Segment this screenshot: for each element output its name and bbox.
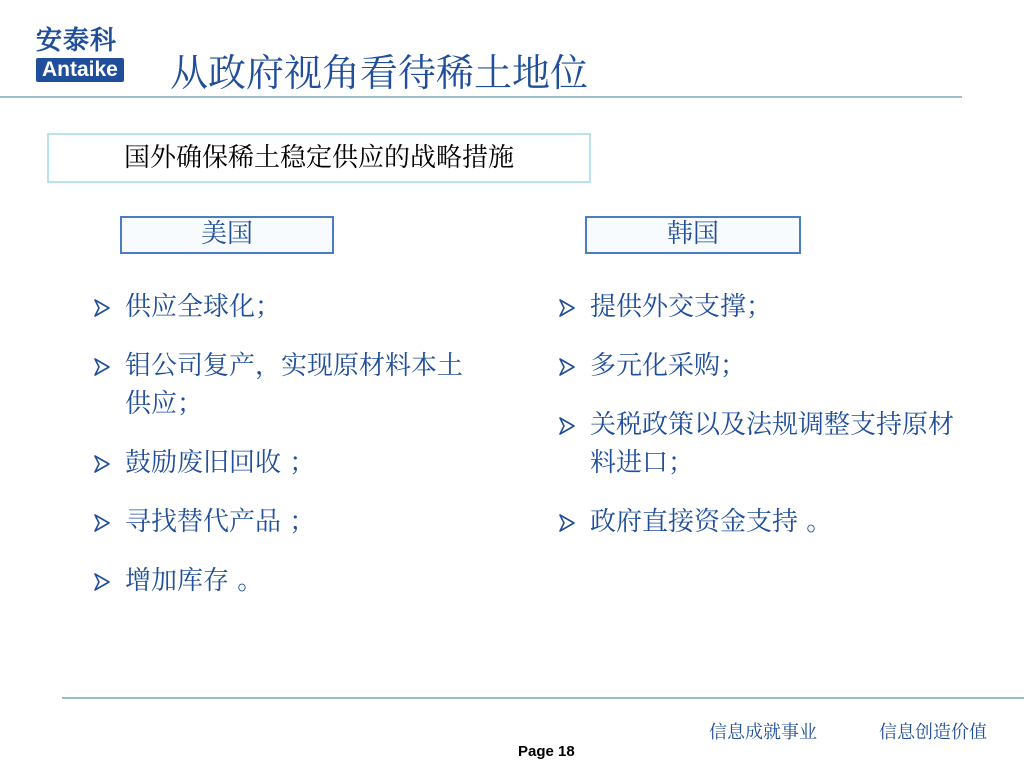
arrowhead-bullet-icon [92, 454, 112, 474]
list-item [557, 347, 957, 385]
list-item-text: 多元化采购； [590, 351, 747, 381]
list-item [92, 562, 472, 600]
korea-measures-list [557, 288, 957, 562]
arrowhead-bullet-icon [92, 513, 112, 533]
logo-english-text: Antaike [36, 58, 124, 82]
page-title: 从政府视角看待稀土地位 [170, 51, 589, 95]
footer-slogan-right: 信息创造价值 [879, 722, 987, 743]
list-item [92, 444, 472, 482]
logo-chinese-text: 安泰科 [36, 26, 118, 56]
list-item-text: 供应全球化； [125, 292, 282, 322]
footer-slogan-left: 信息成就事业 [709, 722, 817, 743]
list-item-text: 增加库存 。 [125, 566, 264, 596]
usa-measures-list [92, 288, 472, 621]
list-item [557, 288, 957, 326]
arrowhead-bullet-icon [557, 357, 577, 377]
usa-heading: 美国 [120, 216, 334, 254]
arrowhead-bullet-icon [557, 513, 577, 533]
list-item [92, 503, 472, 541]
arrowhead-bullet-icon [92, 298, 112, 318]
list-item-text: 关税政策以及法规调整支持原材料进口； [590, 410, 955, 478]
list-item [92, 288, 472, 326]
list-item-text: 提供外交支撑； [590, 292, 773, 322]
header-divider [0, 96, 962, 98]
list-item-text: 政府直接资金支持 。 [590, 507, 833, 537]
list-item [557, 406, 957, 482]
list-item-text: 钼公司复产，实现原材料本土供应； [125, 351, 464, 419]
footer-divider [62, 697, 1024, 699]
logo [36, 26, 136, 82]
list-item [557, 503, 957, 541]
arrowhead-bullet-icon [92, 572, 112, 592]
korea-heading: 韩国 [585, 216, 801, 254]
list-item [92, 347, 472, 423]
list-item-text: 鼓励废旧回收 ； [125, 448, 316, 478]
section-subtitle: 国外确保稀土稳定供应的战略措施 [47, 133, 591, 183]
list-item-text: 寻找替代产品 ； [125, 507, 316, 537]
arrowhead-bullet-icon [557, 298, 577, 318]
arrowhead-bullet-icon [92, 357, 112, 377]
page-number: Page 18 [518, 743, 575, 760]
arrowhead-bullet-icon [557, 416, 577, 436]
